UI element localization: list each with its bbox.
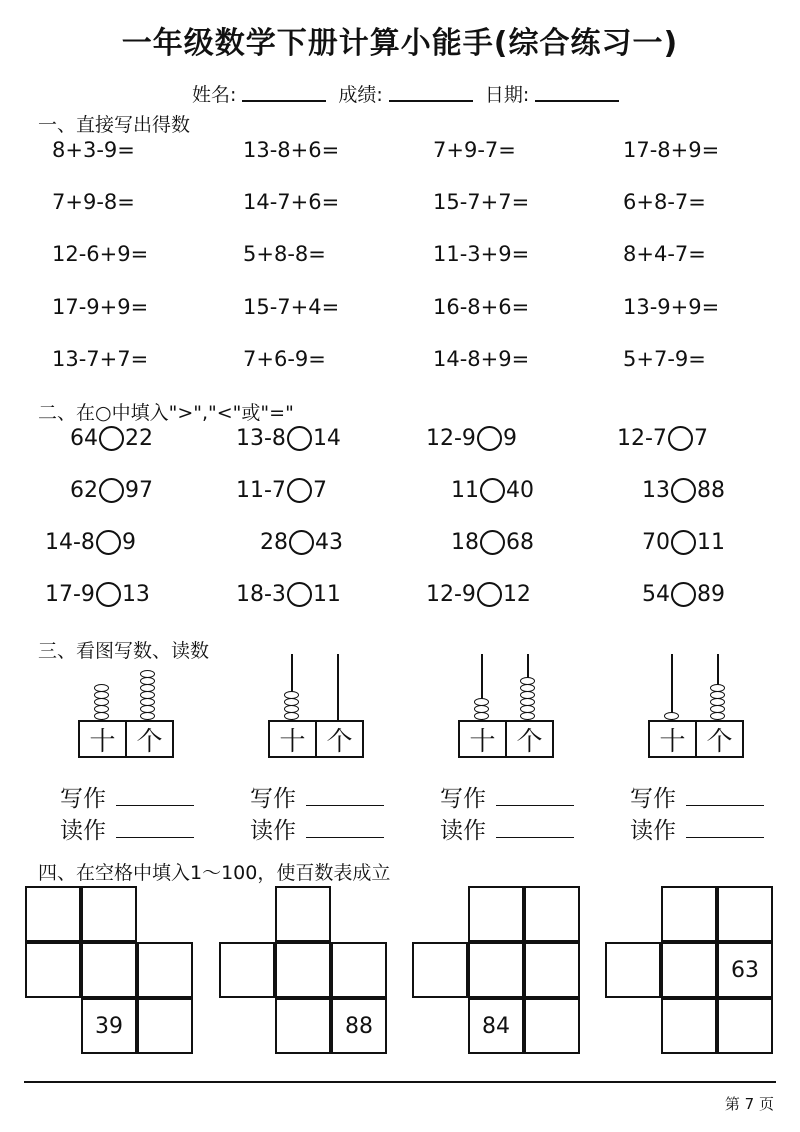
calc-problem: 5+8-8= (243, 242, 326, 266)
abacus-bead (140, 670, 155, 678)
write-answer-row (440, 780, 574, 813)
abacus (458, 654, 554, 764)
answer-circle[interactable] (480, 478, 505, 503)
write-label: 写作 (60, 786, 106, 812)
compare-left: 11 (451, 478, 479, 503)
write-answer-row (60, 780, 194, 813)
read-answer-row (250, 812, 384, 845)
compare-left: 11-7 (236, 478, 286, 503)
chart-cell-blank[interactable] (25, 942, 81, 998)
page-title: 一年级数学下册计算小能手(综合练习一) (121, 26, 679, 61)
calc-problem: 6+8-7= (623, 190, 706, 214)
abacus-bead (710, 691, 725, 699)
compare-right: 7 (312, 478, 327, 503)
compare-left: 64 (70, 426, 98, 451)
calc-problem: 11-3+9= (433, 242, 530, 266)
date-label: 日期: (484, 84, 530, 106)
read-answer-blank[interactable] (116, 819, 194, 838)
chart-cell-blank[interactable] (524, 942, 580, 998)
chart-cell-blank[interactable] (81, 942, 137, 998)
abacus-bead (520, 712, 535, 720)
calc-problem: 12-6+9= (52, 242, 149, 266)
chart-cell-blank[interactable] (605, 942, 661, 998)
ones-label: 个 (315, 722, 362, 756)
read-answer-row (630, 812, 764, 845)
chart-cell-blank[interactable] (717, 998, 773, 1054)
date-blank[interactable] (535, 80, 619, 102)
abacus-bead (520, 684, 535, 692)
answer-circle[interactable] (287, 582, 312, 607)
place-value-box (78, 720, 174, 758)
chart-cell-blank[interactable] (661, 998, 717, 1054)
chart-cell-blank[interactable] (25, 886, 81, 942)
compare-item (70, 426, 153, 451)
compare-item (642, 530, 725, 555)
compare-right: 88 (697, 478, 725, 503)
compare-left: 12-9 (426, 426, 476, 451)
answer-circle[interactable] (287, 478, 312, 503)
tens-label: 十 (89, 726, 116, 757)
answer-circle[interactable] (671, 530, 696, 555)
read-answer-blank[interactable] (496, 819, 574, 838)
chart-cell-blank[interactable] (524, 998, 580, 1054)
calc-problem: 13-9+9= (623, 295, 720, 319)
compare-item (45, 530, 136, 555)
compare-left: 18-3 (236, 582, 286, 607)
calc-problem: 14-7+6= (243, 190, 340, 214)
ones-label: 个 (695, 722, 742, 756)
footer-divider (24, 1081, 776, 1083)
compare-left: 13 (642, 478, 670, 503)
chart-cell-blank[interactable] (137, 942, 193, 998)
compare-left: 70 (642, 530, 670, 555)
chart-cell-blank[interactable] (661, 942, 717, 998)
read-label: 读作 (250, 818, 296, 844)
ones-label: 个 (125, 722, 172, 756)
compare-right: 7 (693, 426, 708, 451)
calc-problem: 15-7+4= (243, 295, 340, 319)
chart-cell-blank[interactable] (275, 886, 331, 942)
compare-right: 9 (121, 530, 136, 555)
chart-cell-blank[interactable] (717, 886, 773, 942)
abacus-bead (94, 705, 109, 713)
abacus-bead (520, 691, 535, 699)
chart-cell-blank[interactable] (81, 886, 137, 942)
abacus-bead (140, 705, 155, 713)
compare-right: 14 (312, 426, 341, 451)
answer-circle[interactable] (671, 582, 696, 607)
abacus-bead (474, 698, 489, 706)
calc-problem: 13-8+6= (243, 138, 340, 162)
place-value-box (648, 720, 744, 758)
write-answer-row (250, 780, 384, 813)
compare-item (426, 426, 517, 451)
compare-left: 62 (70, 478, 98, 503)
calc-problem: 17-9+9= (52, 295, 149, 319)
compare-left: 12-9 (426, 582, 476, 607)
chart-cell-blank[interactable] (275, 998, 331, 1054)
abacus-bead (710, 712, 725, 720)
chart-cell-blank[interactable] (468, 942, 524, 998)
compare-left: 54 (642, 582, 670, 607)
section-4-title: 四、在空格中填入1～100，使百数表成立 (38, 862, 391, 884)
tens-label: 十 (659, 726, 686, 757)
abacus-bead (710, 684, 725, 692)
name-label: 姓名: (192, 84, 237, 106)
abacus-bead (710, 698, 725, 706)
answer-circle[interactable] (99, 478, 124, 503)
answer-circle[interactable] (668, 426, 693, 451)
abacus-bead (94, 691, 109, 699)
abacus-bead (94, 712, 109, 720)
section-1-title: 一、直接写出得数 (38, 114, 191, 136)
compare-right: 11 (697, 530, 725, 555)
chart-cell-blank[interactable] (468, 886, 524, 942)
read-label: 读作 (440, 818, 486, 844)
tens-rod (671, 654, 673, 720)
ones-rod (337, 654, 339, 720)
answer-circle[interactable] (671, 478, 696, 503)
info-row (192, 80, 625, 107)
compare-right: 40 (506, 478, 534, 503)
write-label: 写作 (250, 786, 296, 812)
compare-item (70, 478, 153, 503)
write-answer-blank[interactable] (116, 787, 194, 806)
abacus (268, 654, 364, 764)
score-label: 成绩: (338, 84, 383, 106)
ones-label: 个 (505, 722, 552, 756)
chart-cell-given: 63 (717, 942, 773, 998)
compare-right: 12 (502, 582, 531, 607)
compare-item (236, 426, 341, 451)
answer-circle[interactable] (477, 426, 502, 451)
compare-right: 97 (125, 478, 153, 503)
compare-right: 11 (312, 582, 341, 607)
abacus-bead (140, 684, 155, 692)
abacus (78, 654, 174, 764)
read-label: 读作 (630, 818, 676, 844)
write-answer-row (630, 780, 764, 813)
chart-cell-blank[interactable] (137, 998, 193, 1054)
calc-problem: 8+4-7= (623, 242, 706, 266)
abacus-bead (140, 698, 155, 706)
chart-cell-blank[interactable] (412, 942, 468, 998)
compare-right: 68 (506, 530, 534, 555)
compare-item (260, 530, 343, 555)
place-value-box (268, 720, 364, 758)
read-answer-row (60, 812, 194, 845)
name-blank[interactable] (242, 80, 326, 102)
abacus (648, 654, 744, 764)
compare-right: 9 (502, 426, 517, 451)
compare-item (426, 582, 531, 607)
answer-circle[interactable] (96, 530, 121, 555)
abacus-bead (94, 684, 109, 692)
write-label: 写作 (630, 786, 676, 812)
compare-item (45, 582, 150, 607)
calc-problem: 13-7+7= (52, 347, 149, 371)
calc-problem: 7+9-8= (52, 190, 135, 214)
section-2-title: 二、在○中填入">","<"或"=" (38, 402, 294, 424)
read-answer-blank[interactable] (686, 819, 764, 838)
calc-problem: 16-8+6= (433, 295, 530, 319)
calc-problem: 7+6-9= (243, 347, 326, 371)
abacus-bead (140, 691, 155, 699)
abacus-bead (284, 691, 299, 699)
abacus-bead (94, 698, 109, 706)
answer-circle[interactable] (289, 530, 314, 555)
page-number: 第 7 页 (724, 1095, 774, 1113)
chart-cell-blank[interactable] (661, 886, 717, 942)
chart-cell-blank[interactable] (219, 942, 275, 998)
compare-left: 18 (451, 530, 479, 555)
compare-left: 14-8 (45, 530, 95, 555)
compare-right: 13 (121, 582, 150, 607)
compare-item (642, 478, 725, 503)
abacus-bead (474, 712, 489, 720)
calc-problem: 14-8+9= (433, 347, 530, 371)
compare-right: 43 (315, 530, 343, 555)
chart-cell-given: 84 (468, 998, 524, 1054)
chart-cell-blank[interactable] (331, 942, 387, 998)
answer-circle[interactable] (287, 426, 312, 451)
abacus-bead (664, 712, 679, 720)
answer-circle[interactable] (480, 530, 505, 555)
abacus-bead (140, 712, 155, 720)
section-3-title: 三、看图写数、读数 (38, 640, 210, 662)
read-answer-row (440, 812, 574, 845)
tens-label: 十 (279, 726, 306, 757)
chart-cell-blank[interactable] (275, 942, 331, 998)
abacus-bead (284, 698, 299, 706)
compare-right: 89 (697, 582, 725, 607)
compare-left: 28 (260, 530, 288, 555)
answer-circle[interactable] (99, 426, 124, 451)
chart-cell-given: 39 (81, 998, 137, 1054)
abacus-bead (284, 705, 299, 713)
calc-problem: 17-8+9= (623, 138, 720, 162)
compare-item (642, 582, 725, 607)
compare-item (236, 582, 341, 607)
abacus-bead (520, 677, 535, 685)
compare-item (451, 530, 534, 555)
abacus-bead (710, 705, 725, 713)
abacus-bead (140, 677, 155, 685)
write-label: 写作 (440, 786, 486, 812)
write-answer-blank[interactable] (306, 787, 384, 806)
answer-circle[interactable] (477, 582, 502, 607)
compare-left: 13-8 (236, 426, 286, 451)
calc-problem: 5+7-9= (623, 347, 706, 371)
read-label: 读作 (60, 818, 106, 844)
write-answer-blank[interactable] (686, 787, 764, 806)
score-blank[interactable] (389, 80, 473, 102)
compare-item (617, 426, 708, 451)
write-answer-blank[interactable] (496, 787, 574, 806)
abacus-bead (474, 705, 489, 713)
compare-item (236, 478, 327, 503)
place-value-box (458, 720, 554, 758)
compare-left: 12-7 (617, 426, 667, 451)
abacus-bead (520, 698, 535, 706)
answer-circle[interactable] (96, 582, 121, 607)
chart-cell-blank[interactable] (524, 886, 580, 942)
calc-problem: 8+3-9= (52, 138, 135, 162)
compare-left: 17-9 (45, 582, 95, 607)
compare-item (451, 478, 534, 503)
tens-label: 十 (469, 726, 496, 757)
abacus-bead (284, 712, 299, 720)
calc-problem: 7+9-7= (433, 138, 516, 162)
calc-problem: 15-7+7= (433, 190, 530, 214)
compare-right: 22 (125, 426, 153, 451)
read-answer-blank[interactable] (306, 819, 384, 838)
abacus-bead (520, 705, 535, 713)
chart-cell-given: 88 (331, 998, 387, 1054)
